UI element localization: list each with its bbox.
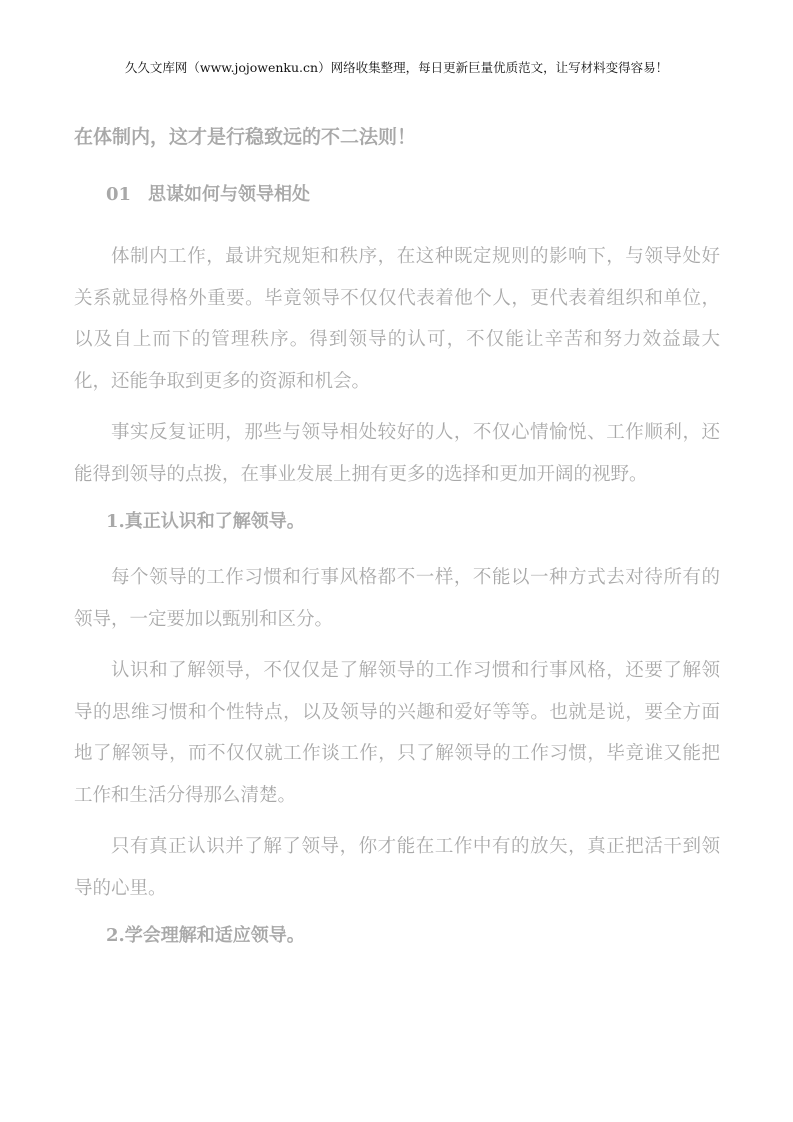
paragraph: 只有真正认识并了解了领导，你才能在工作中有的放矢，真正把活干到领导的心里。 xyxy=(74,836,720,899)
paragraph: 体制内工作，最讲究规矩和秩序，在这种既定规则的影响下，与领导处好关系就显得格外重要。毕竟领导不仅仅代表着他个人，更代表着组织和单位，以及自上而下的管理秩序。得到领导的认可，不仅能让辛苦和努力效益最大化，还能争取到更多的资源和机会。 xyxy=(74,246,720,392)
subsection-heading: 2.学会理解和适应领导。 xyxy=(106,925,305,946)
section-number: 01 xyxy=(106,184,132,205)
page-header: 久久文库网（www.jojowenku.cn）网络收集整理，每日更新巨量优质范文，让写材料变得容易！ xyxy=(124,60,669,75)
section-heading xyxy=(106,178,720,212)
paragraph: 认识和了解领导，不仅仅是了解领导的工作习惯和行事风格，还要了解领导的思维习惯和个性特点，以及领导的兴趣和爱好等等。也就是说，要全方面地了解领导，而不仅仅就工作谈工作，只了解领导的工作习惯，毕竟谁又能把工作和生活分得那么清楚。 xyxy=(74,660,720,806)
document-body xyxy=(74,120,720,971)
paragraph: 每个领导的工作习惯和行事风格都不一样，不能以一种方式去对待所有的领导，一定要加以甄别和区分。 xyxy=(74,567,720,630)
paragraph: 事实反复证明，那些与领导相处较好的人，不仅心情愉悦、工作顺利，还能得到领导的点拨，在事业发展上拥有更多的选择和更加开阔的视野。 xyxy=(74,422,720,485)
section-title: 思谋如何与领导相处 xyxy=(148,184,310,205)
subsection-heading: 1.真正认识和了解领导。 xyxy=(106,511,305,532)
document-title: 在体制内，这才是行稳致远的不二法则！ xyxy=(74,126,417,148)
